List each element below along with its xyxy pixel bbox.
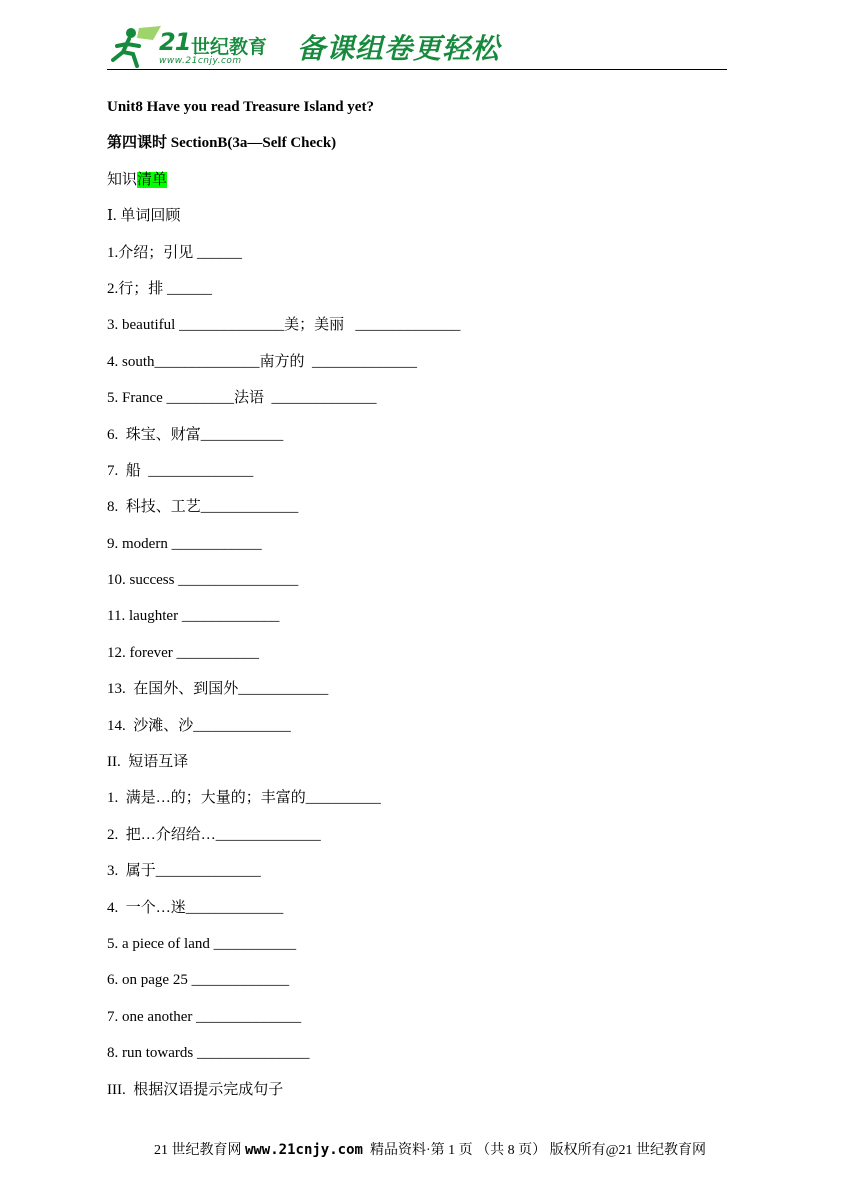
exercise-line: 13. 在国外、到国外____________ xyxy=(107,681,329,698)
exercise-line: 10. success ________________ xyxy=(107,572,299,589)
exercise-line: 1. 满是…的；大量的；丰富的__________ xyxy=(107,790,381,807)
exercise-line: 12. forever ___________ xyxy=(107,644,260,661)
exercise-line: 5. France _________法语 ______________ xyxy=(107,390,377,407)
footer-url[interactable]: www.21cnjy.com xyxy=(244,1142,363,1158)
logo-name: 世纪教育 xyxy=(191,36,268,58)
lesson-heading: 第四课时 SectionB(3a—Self Check) xyxy=(107,135,337,152)
exercise-line: Ⅰ. 单词回顾 xyxy=(107,208,181,225)
exercise-list xyxy=(107,202,727,1112)
document-title: Unit8 Have you read Treasure Island yet? xyxy=(107,99,374,115)
section-heading-highlight: 清单 xyxy=(137,171,168,188)
runner-logo-icon xyxy=(109,24,165,68)
section-heading-prefix: 知识 xyxy=(107,171,138,188)
exercise-line: 7. one another ______________ xyxy=(107,1008,302,1025)
document-body xyxy=(107,93,727,1112)
exercise-line: 7. 船 ______________ xyxy=(107,462,254,479)
exercise-line: 2. 把…介绍给…______________ xyxy=(107,826,321,843)
exercise-line: 1.介绍；引见 ______ xyxy=(107,244,243,261)
logo-url[interactable]: www.21cnjy.com xyxy=(159,56,242,66)
logo-number: 21 xyxy=(159,28,191,56)
header-divider xyxy=(107,69,727,70)
exercise-line: 8. 科技、工艺_____________ xyxy=(107,499,299,516)
exercise-line: II. 短语互译 xyxy=(107,754,189,771)
footer-prefix: 21 世纪教育网 xyxy=(153,1143,245,1158)
exercise-line: 14. 沙滩、沙_____________ xyxy=(107,717,291,734)
page-header xyxy=(107,22,727,72)
exercise-line: 2.行；排 ______ xyxy=(107,280,213,297)
exercise-line: 9. modern ____________ xyxy=(107,535,262,552)
exercise-line: 6. on page 25 _____________ xyxy=(107,972,290,989)
section-heading xyxy=(107,166,727,202)
footer-suffix: 精品资料·第 1 页 （共 8 页） 版权所有@21 世纪教育网 xyxy=(362,1143,707,1158)
exercise-line: 4. south______________南方的 ______________ xyxy=(107,353,418,370)
exercise-line: 5. a piece of land ___________ xyxy=(107,935,297,952)
exercise-line: 4. 一个…迷_____________ xyxy=(107,899,284,916)
exercise-line: 11. laughter _____________ xyxy=(107,608,280,625)
header-slogan: 备课组卷更轻松 xyxy=(297,32,501,65)
exercise-line: 6. 珠宝、财富___________ xyxy=(107,426,284,443)
exercise-line: 3. beautiful ______________美；美丽 ______________ xyxy=(107,317,461,334)
page-footer xyxy=(0,1139,860,1159)
exercise-line: III. 根据汉语提示完成句子 xyxy=(107,1081,284,1098)
exercise-line: 3. 属于______________ xyxy=(107,863,261,880)
exercise-line: 8. run towards _______________ xyxy=(107,1045,310,1062)
